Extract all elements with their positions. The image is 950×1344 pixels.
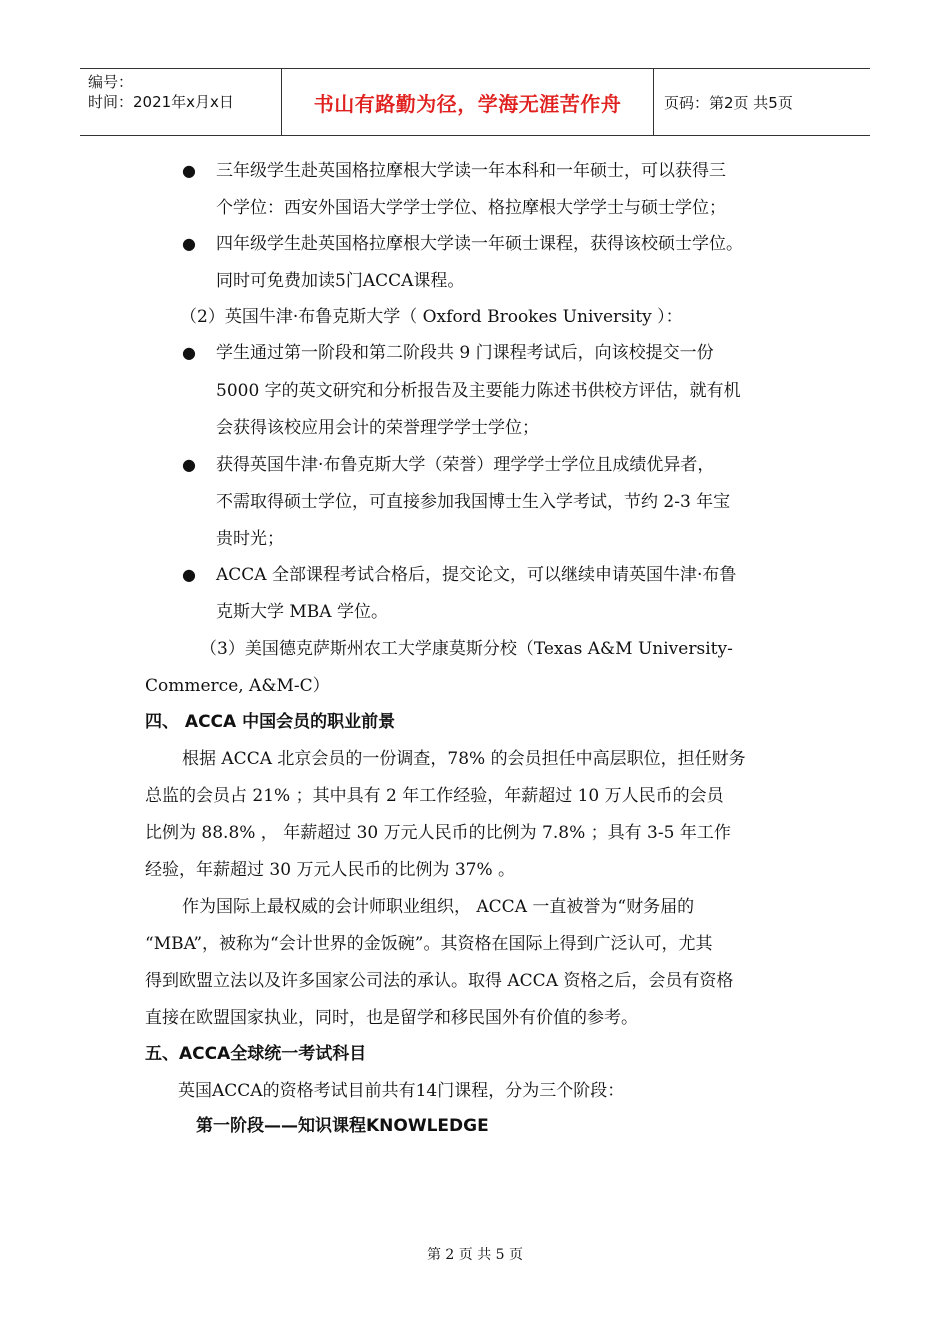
text-line: 作为国际上最权威的会计师职业组织， ACCA 一直被誉为“财务届的 [182,897,695,917]
bullet-icon: ● [182,455,196,474]
text-line: 获得英国牛津·布鲁克斯大学（荣誉）理学学士学位且成绩优异者， [216,455,715,475]
header-motto: 书山有路勤为径，学海无涯苦作舟 [282,69,654,135]
text-line: 克斯大学 MBA 学位。 [216,602,388,622]
subsection-heading: 第一阶段——知识课程KNOWLEDGE [196,1116,489,1136]
page-header [80,68,870,136]
text-line: 直接在欧盟国家执业，同时，也是留学和移民国外有价值的参考。 [145,1008,638,1028]
text-line: 三年级学生赴英国格拉摩根大学读一年本科和一年硕士，可以获得三 [216,161,726,181]
text-line: 得到欧盟立法以及许多国家公司法的承认。取得 ACCA 资格之后，会员有资格 [145,971,734,991]
text-line: ACCA 全部课程考试合格后，提交论文，可以继续申请英国牛津·布鲁 [216,565,737,585]
number-label: 编号： [88,73,134,91]
header-info [80,69,282,135]
text-line: 学生通过第一阶段和第二阶段共 9 门课程考试后，向该校提交一份 [216,343,714,363]
text-line: 根据 ACCA 北京会员的一份调查，78% 的会员担任中高层职位，担任财务 [182,749,746,769]
text-line: 5000 字的英文研究和分析报告及主要能力陈述书供校方评估，就有机 [216,381,741,401]
text-line: 不需取得硕士学位，可直接参加我国博士生入学考试，节约 2-3 年宝 [216,492,731,512]
bullet-icon: ● [182,234,196,253]
page-number-label: 页码：第2页 共5页 [664,93,793,112]
text-line: “MBA”，被称为“会计世界的金饭碗”。其资格在国际上得到广泛认可，尤其 [145,934,713,954]
bullet-icon: ● [182,565,196,584]
text-line: 贵时光； [216,529,284,549]
text-line: （2）英国牛津·布鲁克斯大学（ Oxford Brookes University ）： [180,307,683,327]
text-line: （3）美国德克萨斯州农工大学康莫斯分校（Texas A&M University- [200,639,733,659]
text-line: 经验，年薪超过 30 万元人民币的比例为 37% 。 [145,860,516,880]
text-line: 四年级学生赴英国格拉摩根大学读一年硕士课程，获得该校硕士学位。 [216,234,743,254]
text-line: Commerce, A&M-C） [145,676,330,696]
section-heading: 四、 ACCA 中国会员的职业前景 [145,712,396,732]
bullet-icon: ● [182,343,196,362]
text-line: 会获得该校应用会计的荣誉理学学士学位； [216,418,539,438]
text-line: 同时可免费加读5门ACCA课程。 [216,271,465,291]
text-line: 个学位：西安外国语大学学士学位、格拉摩根大学学士与硕士学位； [216,198,726,218]
date-label: 时间：2021年x月x日 [88,93,234,111]
section-heading: 五、ACCA全球统一考试科目 [145,1044,367,1064]
text-line: 比例为 88.8% ， 年薪超过 30 万元人民币的比例为 7.8% ；具有 3-5 年工作 [145,823,731,843]
page-footer: 第 2 页 共 5 页 [426,1247,524,1263]
bullet-icon: ● [182,161,196,180]
text-line: 英国ACCA的资格考试目前共有14门课程，分为三个阶段： [178,1081,625,1101]
text-line: 总监的会员占 21% ；其中具有 2 年工作经验，年薪超过 10 万人民币的会员 [145,786,724,806]
